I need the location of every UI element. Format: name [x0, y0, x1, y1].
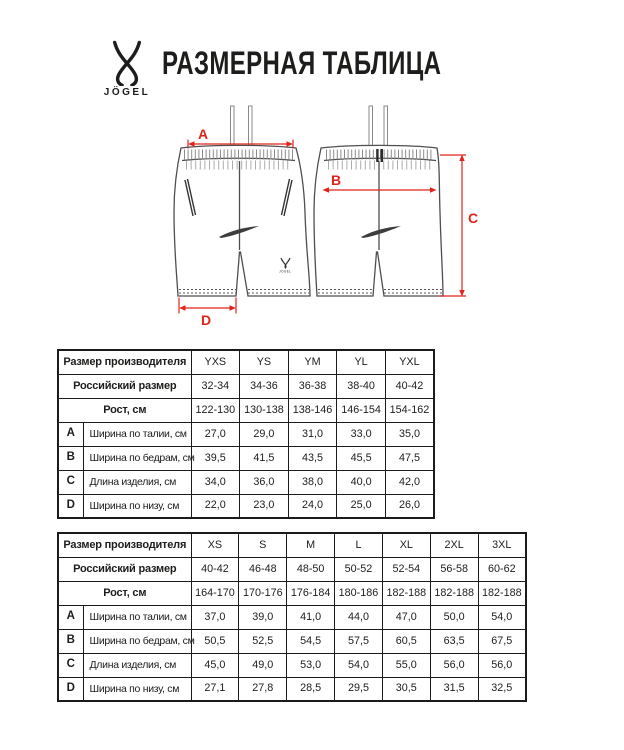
table-row: [58, 533, 526, 557]
value-cell: 38,0: [288, 470, 337, 494]
table-row: [58, 350, 434, 374]
row-label-cell: Ширина по бедрам, см: [83, 629, 191, 653]
value-cell: 25,0: [337, 494, 386, 518]
size-cell: YXL: [385, 350, 434, 374]
value-cell: 54,0: [478, 605, 526, 629]
value-cell: 41,5: [240, 446, 289, 470]
value-cell: 138-146: [288, 398, 337, 422]
value-cell: 27,8: [239, 677, 287, 701]
dim-letter-cell: A: [58, 605, 83, 629]
adult-size-table: [57, 532, 527, 702]
table-row: [58, 629, 526, 653]
size-cell: 3XL: [478, 533, 526, 557]
value-cell: 52,5: [239, 629, 287, 653]
row-label-cell: Ширина по низу, см: [83, 677, 191, 701]
table-row: [58, 605, 526, 629]
value-cell: 29,0: [240, 422, 289, 446]
row-label-cell: Длина изделия, см: [83, 470, 191, 494]
dim-letter-cell: C: [58, 653, 83, 677]
row-header-cell: Размер производителя: [58, 533, 191, 557]
value-cell: 56-58: [430, 557, 478, 581]
table-row: [58, 398, 434, 422]
value-cell: 39,0: [239, 605, 287, 629]
dim-c-label: C: [468, 210, 479, 226]
value-cell: 33,0: [337, 422, 386, 446]
value-cell: 56,0: [478, 653, 526, 677]
value-cell: 29,5: [335, 677, 383, 701]
value-cell: 37,0: [191, 605, 239, 629]
row-header-cell: Российский размер: [58, 557, 191, 581]
table-row: [58, 470, 434, 494]
row-header-cell: Размер производителя: [58, 350, 191, 374]
value-cell: 56,0: [430, 653, 478, 677]
value-cell: 32-34: [191, 374, 240, 398]
value-cell: 40-42: [385, 374, 434, 398]
value-cell: 54,5: [287, 629, 335, 653]
value-cell: 44,0: [335, 605, 383, 629]
drawstring-knot: [376, 149, 378, 162]
value-cell: 164-170: [191, 581, 239, 605]
row-label-cell: Ширина по низу, см: [83, 494, 191, 518]
value-cell: 27,0: [191, 422, 240, 446]
table-row: [58, 581, 526, 605]
row-header-cell: Российский размер: [58, 374, 191, 398]
dim-a-label: A: [198, 126, 209, 142]
size-cell: YS: [240, 350, 289, 374]
value-cell: 26,0: [385, 494, 434, 518]
value-cell: 28,5: [287, 677, 335, 701]
value-cell: 176-184: [287, 581, 335, 605]
value-cell: 30,5: [382, 677, 430, 701]
value-cell: 54,0: [335, 653, 383, 677]
leg-logo-text: JÖGEL: [279, 269, 292, 274]
jogel-v-icon: [104, 40, 150, 86]
value-cell: 130-138: [240, 398, 289, 422]
value-cell: 31,0: [288, 422, 337, 446]
value-cell: 43,5: [288, 446, 337, 470]
value-cell: 182-188: [430, 581, 478, 605]
value-cell: 40-42: [191, 557, 239, 581]
value-cell: 46-48: [239, 557, 287, 581]
value-cell: 53,0: [287, 653, 335, 677]
table-row: [58, 446, 434, 470]
value-cell: 48-50: [287, 557, 335, 581]
value-cell: 170-176: [239, 581, 287, 605]
table-row: [58, 422, 434, 446]
value-cell: 60,5: [382, 629, 430, 653]
size-cell: M: [287, 533, 335, 557]
youth-size-table: [57, 349, 435, 519]
value-cell: 42,0: [385, 470, 434, 494]
value-cell: 180-186: [335, 581, 383, 605]
value-cell: 23,0: [240, 494, 289, 518]
value-cell: 27,1: [191, 677, 239, 701]
value-cell: 50,0: [430, 605, 478, 629]
size-cell: L: [335, 533, 383, 557]
value-cell: 40,0: [337, 470, 386, 494]
shorts-front-view: [174, 106, 310, 296]
value-cell: 52-54: [382, 557, 430, 581]
shorts-back-view: [314, 106, 443, 296]
value-cell: 47,5: [385, 446, 434, 470]
table-row: [58, 653, 526, 677]
dim-d-arrow: [179, 298, 236, 329]
brand-logo: [97, 40, 157, 98]
value-cell: 154-162: [385, 398, 434, 422]
dim-letter-cell: B: [58, 446, 83, 470]
value-cell: 50-52: [335, 557, 383, 581]
table-row: [58, 494, 434, 518]
size-cell: YXS: [191, 350, 240, 374]
value-cell: 31,5: [430, 677, 478, 701]
value-cell: 32,5: [478, 677, 526, 701]
drawstring-knot: [381, 149, 383, 162]
value-cell: 67,5: [478, 629, 526, 653]
table-row: [58, 557, 526, 581]
value-cell: 146-154: [337, 398, 386, 422]
drawstring: [384, 106, 388, 150]
value-cell: 60-62: [478, 557, 526, 581]
size-cell: S: [239, 533, 287, 557]
value-cell: 22,0: [191, 494, 240, 518]
row-label-cell: Ширина по талии, см: [83, 605, 191, 629]
value-cell: 55,0: [382, 653, 430, 677]
dim-letter-cell: B: [58, 629, 83, 653]
value-cell: 24,0: [288, 494, 337, 518]
drawstring: [369, 106, 373, 150]
row-label-cell: Ширина по бедрам, см: [83, 446, 191, 470]
row-label-cell: Ширина по талии, см: [83, 422, 191, 446]
size-cell: XS: [191, 533, 239, 557]
row-header-cell: Рост, см: [58, 398, 191, 422]
value-cell: 45,5: [337, 446, 386, 470]
value-cell: 39,5: [191, 446, 240, 470]
value-cell: 36,0: [240, 470, 289, 494]
dim-letter-cell: A: [58, 422, 83, 446]
dim-d-label: D: [201, 312, 212, 328]
value-cell: 36-38: [288, 374, 337, 398]
value-cell: 50,5: [191, 629, 239, 653]
size-cell: YM: [288, 350, 337, 374]
page-title: РАЗМЕРНАЯ ТАБЛИЦА: [162, 45, 442, 81]
dim-c-arrow: [440, 155, 478, 297]
value-cell: 35,0: [385, 422, 434, 446]
value-cell: 34,0: [191, 470, 240, 494]
size-cell: YL: [337, 350, 386, 374]
value-cell: 49,0: [239, 653, 287, 677]
row-label-cell: Длина изделия, см: [83, 653, 191, 677]
dim-letter-cell: C: [58, 470, 83, 494]
brand-name: JÖGEL: [103, 87, 151, 98]
table-row: [58, 677, 526, 701]
dim-b-label: B: [331, 172, 342, 188]
value-cell: 45,0: [191, 653, 239, 677]
value-cell: 63,5: [430, 629, 478, 653]
dim-letter-cell: D: [58, 677, 83, 701]
value-cell: 182-188: [382, 581, 430, 605]
shorts-measurement-diagram: [0, 100, 624, 340]
size-cell: XL: [382, 533, 430, 557]
value-cell: 47,0: [382, 605, 430, 629]
value-cell: 57,5: [335, 629, 383, 653]
table-row: [58, 374, 434, 398]
size-cell: 2XL: [430, 533, 478, 557]
dim-letter-cell: D: [58, 494, 83, 518]
row-header-cell: Рост, см: [58, 581, 191, 605]
value-cell: 122-130: [191, 398, 240, 422]
value-cell: 41,0: [287, 605, 335, 629]
value-cell: 182-188: [478, 581, 526, 605]
value-cell: 38-40: [337, 374, 386, 398]
value-cell: 34-36: [240, 374, 289, 398]
